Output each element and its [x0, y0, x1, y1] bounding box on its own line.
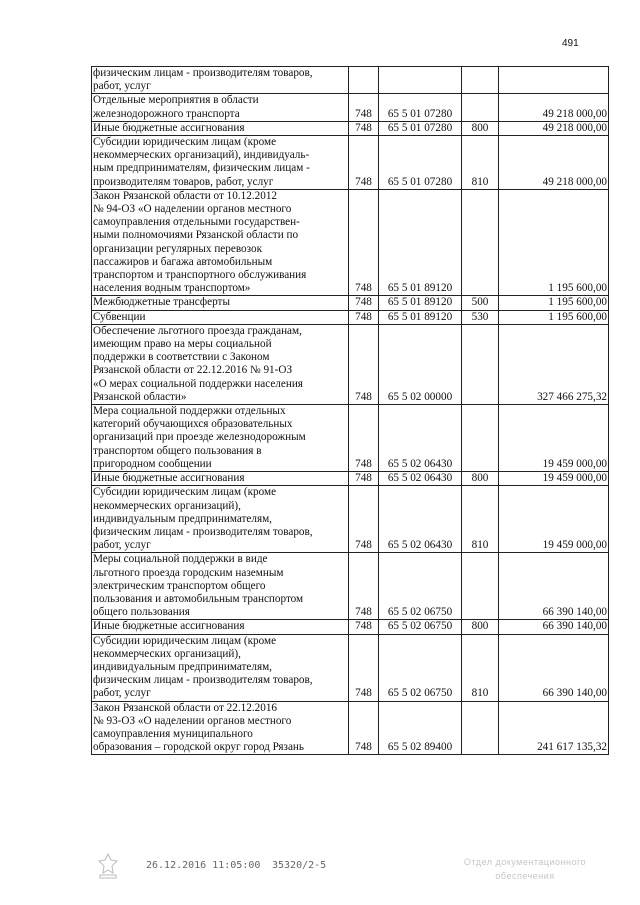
row-target-article: 65 5 02 06750	[379, 553, 462, 620]
row-grbs-code: 748	[349, 405, 379, 472]
row-amount: 1 195 600,00	[499, 296, 609, 310]
table-row	[92, 701, 609, 755]
table-row	[92, 324, 609, 404]
row-grbs-code: 748	[349, 94, 379, 121]
row-description: Субсидии юридическим лицам (кроме некоммерческих организаций), индивидуальным предпринимателям, физическим лицам - производителям товаров, работ, услуг	[92, 634, 349, 701]
row-description: Меры социальной поддержки в виде льготного проезда городским наземным электрическим транспортом общего пользования и автомобильным транспортом общего пользования	[92, 553, 349, 620]
row-target-article: 65 5 01 07280	[379, 136, 462, 190]
row-target-article: 65 5 01 89120	[379, 310, 462, 324]
row-description: Закон Рязанской области от 22.12.2016 № 93-ОЗ «О наделении органов местного самоуправления муниципального образования – городской округ город Рязань	[92, 701, 349, 755]
row-expense-type: 800	[462, 121, 499, 135]
row-grbs-code: 748	[349, 189, 379, 296]
row-grbs-code: 748	[349, 136, 379, 190]
row-expense-type	[462, 94, 499, 121]
row-description: Межбюджетные трансферты	[92, 296, 349, 310]
row-grbs-code: 748	[349, 121, 379, 135]
row-grbs-code	[349, 67, 379, 94]
row-description: Субсидии юридическим лицам (кроме некоммерческих организаций), индивидуаль- ным предпринимателям, физическим лицам - производителям товаров, работ, услуг	[92, 136, 349, 190]
row-grbs-code: 748	[349, 310, 379, 324]
row-amount: 241 617 135,32	[499, 701, 609, 755]
row-description: Иные бюджетные ассигнования	[92, 121, 349, 135]
table-row	[92, 486, 609, 553]
budget-table	[91, 66, 609, 755]
row-grbs-code: 748	[349, 553, 379, 620]
row-expense-type	[462, 405, 499, 472]
row-target-article: 65 5 01 07280	[379, 121, 462, 135]
row-expense-type: 810	[462, 136, 499, 190]
table-row	[92, 94, 609, 121]
watermark-line-1: Отдел документационного	[463, 857, 587, 867]
table-row	[92, 310, 609, 324]
table-row	[92, 405, 609, 472]
row-target-article: 65 5 02 06430	[379, 405, 462, 472]
row-amount: 66 390 140,00	[499, 553, 609, 620]
row-grbs-code: 748	[349, 324, 379, 404]
row-amount: 49 218 000,00	[499, 136, 609, 190]
page-number: 491	[562, 38, 579, 49]
row-description: Иные бюджетные ассигнования	[92, 472, 349, 486]
row-amount: 49 218 000,00	[499, 121, 609, 135]
row-grbs-code: 748	[349, 634, 379, 701]
row-target-article: 65 5 01 89120	[379, 296, 462, 310]
row-expense-type: 800	[462, 620, 499, 634]
row-description: Закон Рязанской области от 10.12.2012 № 94-ОЗ «О наделении органов местного самоуправления отдельными государствен- ными полномочиями Рязанской области по организации регулярных перевозок пассажиров и багажа автомобильным транспортом и транспортного обслуживания населения водным транспортом»	[92, 189, 349, 296]
row-grbs-code: 748	[349, 701, 379, 755]
table-row	[92, 189, 609, 296]
row-description: Обеспечение льготного проезда гражданам, имеющим право на меры социальной поддержки в соответствии с Законом Рязанской области от 22.12.2016 № 91-ОЗ «О мерах социальной поддержки населения Рязанской области»	[92, 324, 349, 404]
row-target-article: 65 5 02 06430	[379, 472, 462, 486]
row-amount: 19 459 000,00	[499, 486, 609, 553]
row-expense-type: 500	[462, 296, 499, 310]
row-amount: 66 390 140,00	[499, 620, 609, 634]
row-target-article	[379, 67, 462, 94]
row-expense-type: 810	[462, 634, 499, 701]
row-amount: 1 195 600,00	[499, 310, 609, 324]
row-amount: 49 218 000,00	[499, 94, 609, 121]
row-expense-type	[462, 189, 499, 296]
row-expense-type	[462, 324, 499, 404]
row-description: Субвенции	[92, 310, 349, 324]
row-description: Мера социальной поддержки отдельных категорий обучающихся образовательных организаций при проезде железнодорожным транспортом общего пользования в пригородном сообщении	[92, 405, 349, 472]
table-row	[92, 296, 609, 310]
table-row	[92, 634, 609, 701]
row-expense-type	[462, 67, 499, 94]
row-description: Отдельные мероприятия в области железнодорожного транспорта	[92, 94, 349, 121]
row-target-article: 65 5 02 89400	[379, 701, 462, 755]
row-amount: 1 195 600,00	[499, 189, 609, 296]
row-grbs-code: 748	[349, 486, 379, 553]
row-expense-type	[462, 701, 499, 755]
emblem-icon	[97, 852, 119, 880]
row-target-article: 65 5 02 06750	[379, 620, 462, 634]
row-expense-type	[462, 553, 499, 620]
row-target-article: 65 5 02 06430	[379, 486, 462, 553]
budget-table-body	[92, 67, 609, 755]
row-grbs-code: 748	[349, 296, 379, 310]
row-amount	[499, 67, 609, 94]
watermark-line-2: обеспечения	[495, 871, 555, 881]
row-amount: 19 459 000,00	[499, 405, 609, 472]
row-expense-type: 810	[462, 486, 499, 553]
row-target-article: 65 5 02 00000	[379, 324, 462, 404]
row-grbs-code: 748	[349, 620, 379, 634]
row-expense-type: 800	[462, 472, 499, 486]
table-row	[92, 553, 609, 620]
row-description: физическим лицам - производителям товаров, работ, услуг	[92, 67, 349, 94]
row-grbs-code: 748	[349, 472, 379, 486]
table-row	[92, 67, 609, 94]
table-row	[92, 121, 609, 135]
table-row	[92, 620, 609, 634]
row-amount: 19 459 000,00	[499, 472, 609, 486]
row-target-article: 65 5 02 06750	[379, 634, 462, 701]
table-row	[92, 472, 609, 486]
row-description: Субсидии юридическим лицам (кроме некоммерческих организаций), индивидуальным предпринимателям, физическим лицам - производителям товаров, работ, услуг	[92, 486, 349, 553]
row-description: Иные бюджетные ассигнования	[92, 620, 349, 634]
table-row	[92, 136, 609, 190]
row-target-article: 65 5 01 89120	[379, 189, 462, 296]
footer-doc-code: 35320/2-5	[272, 860, 327, 871]
row-amount: 327 466 275,32	[499, 324, 609, 404]
footer-timestamp: 26.12.2016 11:05:00	[146, 860, 261, 871]
row-target-article: 65 5 01 07280	[379, 94, 462, 121]
row-expense-type: 530	[462, 310, 499, 324]
row-amount: 66 390 140,00	[499, 634, 609, 701]
